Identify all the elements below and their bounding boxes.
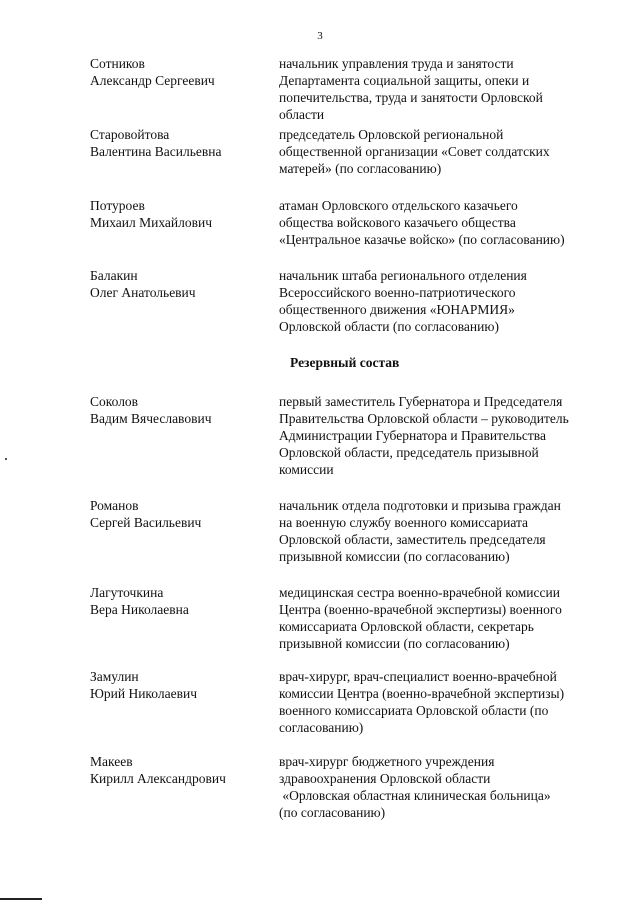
- role-line: здравоохранения Орловской области: [279, 771, 491, 786]
- role-line: Всероссийского военно-патриотического: [279, 285, 516, 300]
- role-line: согласованию): [279, 720, 364, 735]
- member-given-name: Олег Анатольевич: [90, 285, 196, 300]
- role-line: комиссии: [279, 462, 334, 477]
- role-line: Орловской области (по согласованию): [279, 319, 499, 334]
- member-name: [90, 197, 270, 231]
- member-given-name: Валентина Васильевна: [90, 144, 222, 159]
- member-surname: Замулин: [90, 669, 139, 684]
- role-line: военного комиссариата Орловской области (по: [279, 703, 549, 718]
- member-name: [90, 393, 270, 427]
- role-line: атаман Орловского отдельского казачьего: [279, 198, 518, 213]
- margin-mark: [5, 458, 7, 460]
- role-line: начальник отдела подготовки и призыва граждан: [279, 498, 561, 513]
- page-number: 3: [317, 30, 323, 42]
- member-surname: Потуроев: [90, 198, 145, 213]
- member-surname: Балакин: [90, 268, 138, 283]
- role-line: врач-хирург, врач-специалист военно-врачебной: [279, 669, 557, 684]
- member-role: [279, 55, 619, 123]
- member-role: [279, 197, 619, 248]
- role-line: общества войскового казачьего общества: [279, 215, 516, 230]
- member-given-name: Вадим Вячеславович: [90, 411, 212, 426]
- member-role: [279, 126, 619, 177]
- role-line: медицинская сестра военно-врачебной комиссии: [279, 585, 560, 600]
- member-role: [279, 753, 619, 821]
- member-name: [90, 497, 270, 531]
- member-name: [90, 753, 270, 787]
- member-surname: Лагуточкина: [90, 585, 164, 600]
- member-given-name: Юрий Николаевич: [90, 686, 197, 701]
- role-line: общественной организации «Совет солдатских: [279, 144, 550, 159]
- member-role: [279, 393, 619, 478]
- member-surname: Сотников: [90, 56, 145, 71]
- member-given-name: Михаил Михайлович: [90, 215, 213, 230]
- role-line: комиссариата Орловской области, секретарь: [279, 619, 534, 634]
- member-surname: Макеев: [90, 754, 133, 769]
- member-surname: Старовойтова: [90, 127, 170, 142]
- member-name: [90, 55, 270, 89]
- member-name: [90, 267, 270, 301]
- role-line: призывной комиссии (по согласованию): [279, 636, 510, 651]
- role-line: комиссии Центра (военно-врачебной экспертизы): [279, 686, 565, 701]
- role-line: Администрации Губернатора и Правительства: [279, 428, 546, 443]
- role-line: на военную службу военного комиссариата: [279, 515, 529, 530]
- role-line: общественного движения «ЮНАРМИЯ»: [279, 302, 515, 317]
- member-given-name: Вера Николаевна: [90, 602, 189, 617]
- bottom-edge-mark: [0, 898, 42, 900]
- member-given-name: Сергей Васильевич: [90, 515, 202, 530]
- role-line: призывной комиссии (по согласованию): [279, 549, 510, 564]
- member-name: [90, 668, 270, 702]
- member-role: [279, 497, 619, 565]
- role-line: области: [279, 107, 325, 122]
- role-line: первый заместитель Губернатора и Председателя: [279, 394, 563, 409]
- role-line: «Центральное казачье войско» (по согласованию): [279, 232, 565, 247]
- role-line: (по согласованию): [279, 805, 386, 820]
- role-line: Департамента социальной защиты, опеки и: [279, 73, 530, 88]
- member-name: [90, 126, 270, 160]
- role-line: Орловской области, председатель призывной: [279, 445, 539, 460]
- member-surname: Романов: [90, 498, 139, 513]
- member-surname: Соколов: [90, 394, 139, 409]
- member-name: [90, 584, 270, 618]
- role-line: Орловской области, заместитель председателя: [279, 532, 546, 547]
- role-line: председатель Орловской региональной: [279, 127, 504, 142]
- member-role: [279, 584, 619, 652]
- role-line: врач-хирург бюджетного учреждения: [279, 754, 495, 769]
- member-role: [279, 668, 619, 736]
- member-given-name: Кирилл Александрович: [90, 771, 226, 786]
- role-line: матерей» (по согласованию): [279, 161, 442, 176]
- role-line: начальник штаба регионального отделения: [279, 268, 527, 283]
- role-line: попечительства, труда и занятости Орловской: [279, 90, 543, 105]
- member-role: [279, 267, 619, 335]
- role-line: Правительства Орловской области – руководитель: [279, 411, 569, 426]
- role-line: Центра (военно-врачебной экспертизы) военного: [279, 602, 562, 617]
- role-line: «Орловская областная клиническая больница»: [279, 788, 551, 803]
- section-title-reserve: Резервный состав: [290, 355, 400, 370]
- role-line: начальник управления труда и занятости: [279, 56, 514, 71]
- member-given-name: Александр Сергеевич: [90, 73, 215, 88]
